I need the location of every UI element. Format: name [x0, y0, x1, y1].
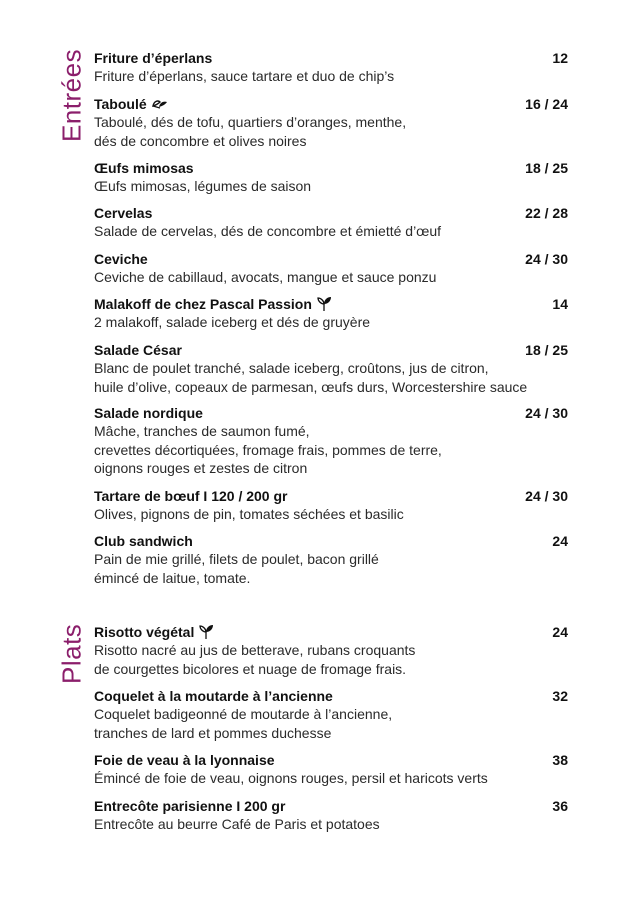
- item-name-wrap: [94, 295, 334, 313]
- item-price: 14: [552, 296, 568, 312]
- item-description: huile d’olive, copeaux de parmesan, œufs durs, Worcestershire sauce: [94, 378, 528, 395]
- menu-item: [94, 95, 568, 150]
- item-name: Friture d’éperlans: [94, 50, 213, 66]
- item-description: Œufs mimosas, légumes de saison: [94, 178, 312, 194]
- item-price: 18 / 25: [525, 160, 568, 176]
- section-title-entrees: Entrées: [56, 48, 87, 142]
- item-description: crevettes décortiquées, fromage frais, pommes de terre,: [94, 441, 442, 458]
- item-description: tranches de lard et pommes duchesse: [94, 724, 332, 741]
- menu-item: [94, 159, 568, 196]
- item-price: 24: [552, 533, 568, 549]
- item-price: 24: [552, 624, 568, 640]
- item-description: Entrecôte au beurre Café de Paris et potatoes: [94, 816, 380, 832]
- item-price: 22 / 28: [525, 205, 568, 221]
- vegan-leaves-icon: [151, 96, 169, 112]
- item-name: Club sandwich: [94, 533, 193, 549]
- item-price: 12: [552, 50, 568, 66]
- item-description: émincé de laitue, tomate.: [94, 569, 251, 586]
- item-name: Tartare de bœuf I 120 / 200 gr: [94, 488, 288, 504]
- item-name: Risotto végétal: [94, 624, 195, 640]
- item-description: 2 malakoff, salade iceberg et dés de gruyère: [94, 314, 371, 330]
- item-name: Salade nordique: [94, 405, 203, 421]
- item-description: Friture d’éperlans, sauce tartare et duo de chip’s: [94, 68, 395, 84]
- item-name-wrap: [94, 95, 169, 113]
- item-price: 18 / 25: [525, 342, 568, 358]
- item-price: 16 / 24: [525, 96, 568, 112]
- item-name: Salade César: [94, 342, 182, 358]
- item-name: Cervelas: [94, 205, 153, 221]
- item-description: Olives, pignons de pin, tomates séchées et basilic: [94, 506, 404, 522]
- section-title-plats: Plats: [56, 623, 87, 684]
- item-price: 24 / 30: [525, 251, 568, 267]
- menu-item: [94, 341, 568, 396]
- menu-item: [94, 487, 568, 524]
- item-description: oignons rouges et zestes de citron: [94, 460, 308, 476]
- item-description: Blanc de poulet tranché, salade iceberg, croûtons, jus de citron,: [94, 360, 489, 376]
- item-name: Entrecôte parisienne I 200 gr: [94, 798, 286, 814]
- item-name-wrap: [94, 623, 216, 641]
- item-name: Foie de veau à la lyonnaise: [94, 752, 275, 768]
- item-description: Salade de cervelas, dés de concombre et émietté d’œuf: [94, 223, 442, 239]
- menu-item: [94, 250, 568, 287]
- menu-item: [94, 687, 568, 742]
- item-description: Risotto nacré au jus de betterave, rubans croquants: [94, 642, 416, 658]
- item-name: Œufs mimosas: [94, 160, 194, 176]
- menu-item: [94, 532, 568, 587]
- menu-item: [94, 49, 568, 86]
- item-description: Pain de mie grillé, filets de poulet, bacon grillé: [94, 551, 379, 567]
- item-description: dés de concombre et olives noires: [94, 132, 307, 149]
- item-price: 24 / 30: [525, 405, 568, 421]
- vegetarian-sprout-icon: [316, 296, 334, 312]
- item-price: 24 / 30: [525, 488, 568, 504]
- vegetarian-sprout-icon: [198, 624, 216, 640]
- menu-item: [94, 295, 568, 332]
- item-description: Mâche, tranches de saumon fumé,: [94, 423, 310, 439]
- menu-item: [94, 797, 568, 834]
- item-name: Ceviche: [94, 251, 148, 267]
- menu-item: [94, 204, 568, 241]
- menu-item: [94, 751, 568, 788]
- menu-item: [94, 623, 568, 678]
- item-description: Émincé de foie de veau, oignons rouges, persil et haricots verts: [94, 770, 488, 786]
- item-description: Ceviche de cabillaud, avocats, mangue et sauce ponzu: [94, 269, 437, 285]
- item-name: Malakoff de chez Pascal Passion: [94, 296, 312, 312]
- item-name: Coquelet à la moutarde à l’ancienne: [94, 688, 333, 704]
- item-description: Coquelet badigeonné de moutarde à l’ancienne,: [94, 706, 393, 722]
- item-description: de courgettes bicolores et nuage de fromage frais.: [94, 660, 407, 677]
- item-name: Taboulé: [94, 96, 147, 112]
- menu-item: [94, 404, 568, 478]
- item-price: 36: [552, 798, 568, 814]
- item-price: 38: [552, 752, 568, 768]
- item-price: 32: [552, 688, 568, 704]
- item-description: Taboulé, dés de tofu, quartiers d’oranges, menthe,: [94, 114, 407, 130]
